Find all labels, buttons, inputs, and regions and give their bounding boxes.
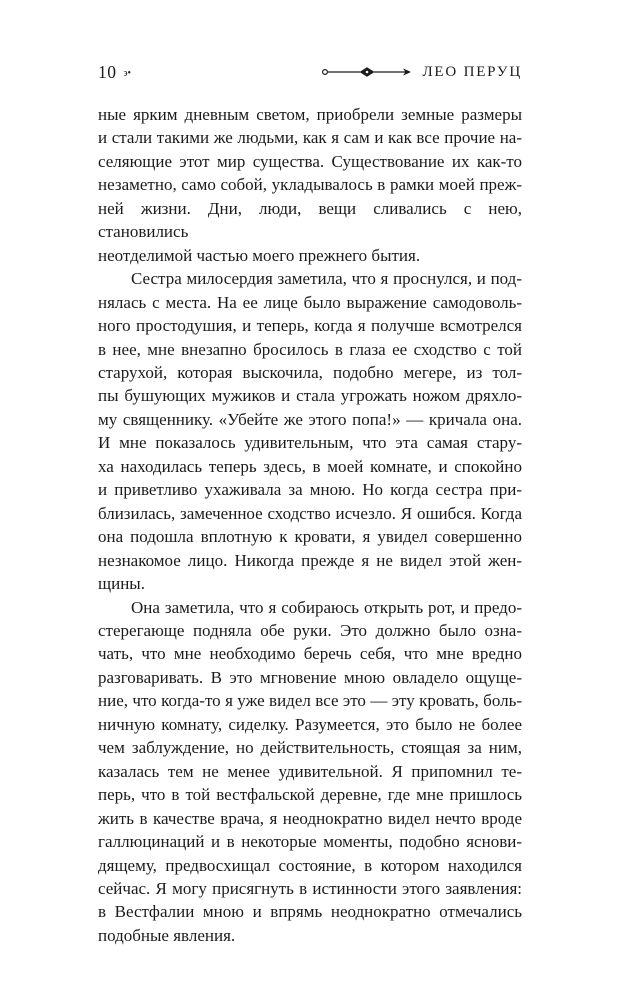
text-line: галлюцинаций и в некоторые моменты, подобно яснови- <box>98 832 522 852</box>
running-head-author: ЛЕО ПЕРУЦ <box>422 63 522 80</box>
page-header <box>98 62 522 82</box>
text-line: Сестра милосердия заметила, что я проснулся, и под- <box>131 269 522 289</box>
text-line: в нее, мне внезапно бросилось в глаза ее сходство с той <box>98 339 522 359</box>
text-line: она подошла вплотную к кровати, я увидел совершенно <box>98 527 522 547</box>
text-line: ха находилась теперь здесь, в моей комнате, и спокойно <box>98 456 522 476</box>
text-line: перь, что в той вестфальской деревне, где мне пришлось <box>98 785 522 805</box>
text-line: и приветливо ухаживала за мною. Но когда сестра при- <box>98 480 522 500</box>
text-line: Она заметила, что я собираюсь открыть рот, и предо- <box>131 597 522 617</box>
text-line: му священнику. «Убейте же этого попа!» — кричала она. <box>98 409 522 429</box>
text-line: и стали такими же людьми, как я сам и как все прочие на- <box>98 128 522 148</box>
running-head-group <box>321 64 522 81</box>
page-body <box>98 103 522 947</box>
text-line: ней жизни. Дни, люди, вещи сливались с нею, становились <box>98 198 522 242</box>
text-line: жить в качестве врача, я неоднократно видел нечто вроде <box>98 808 522 828</box>
paragraph <box>98 267 522 595</box>
text-line: сейчас. Я могу присягнуть в истинности этого заявления: <box>98 878 522 898</box>
text-line: незаметно, само собой, укладывалось в рамки моей преж- <box>98 175 522 195</box>
fleuron-icon: ϶• <box>123 67 132 79</box>
text-line: незнакомое лицо. Никогда прежде я не видел этой жен- <box>98 550 522 570</box>
page-number: 10 <box>98 61 117 82</box>
text-line: в Вестфалии мною и впрямь неоднократно отмечались <box>98 902 522 922</box>
page-number-group <box>98 62 131 83</box>
text-line: стерегающе подняла обе руки. Это должно было озна- <box>98 620 522 640</box>
text-line: ничную комнату, сиделку. Разумеется, это было не более <box>98 714 522 734</box>
text-line: чем заблуждение, но действительность, стоящая за ним, <box>98 738 522 758</box>
paragraph <box>98 596 522 948</box>
text-line: ного простодушия, и теперь, когда я получше всмотрелся <box>98 316 522 336</box>
text-line: старухой, которая выскочила, подобно мегере, из тол- <box>98 362 522 382</box>
text-line: разговаривать. В это мгновение мною овладело ощуще- <box>98 667 522 687</box>
text-line: подобные явления. <box>98 925 236 945</box>
text-line: пы бушующих мужиков и стала угрожать ножом дряхло- <box>98 386 522 406</box>
text-line: неотделимой частью моего прежнего бытия. <box>98 245 421 265</box>
paragraph <box>98 103 522 267</box>
text-line: щины. <box>98 574 145 594</box>
text-line: близилась, замеченное сходство исчезло. Я ошибся. Когда <box>98 503 522 523</box>
text-line: чать, что мне необходимо беречь себя, что мне вредно <box>98 644 522 664</box>
text-line: селяющие этот мир существа. Существование их как-то <box>98 151 522 171</box>
text-line: И мне показалось удивительным, что эта самая стару- <box>98 433 522 453</box>
text-line: ние, что когда-то я уже видел все это — эту кровать, боль- <box>98 691 522 711</box>
text-line: нялась с места. На ее лице было выражение самодоволь- <box>98 292 522 312</box>
text-line: казалась тем не менее удивительной. Я припомнил те- <box>98 761 522 781</box>
text-line: дящему, предвосхищал состояние, в котором находился <box>98 855 522 875</box>
text-line: ные ярким дневным светом, приобрели земные размеры <box>98 105 522 124</box>
line-diamond-arrow-icon <box>321 66 413 78</box>
